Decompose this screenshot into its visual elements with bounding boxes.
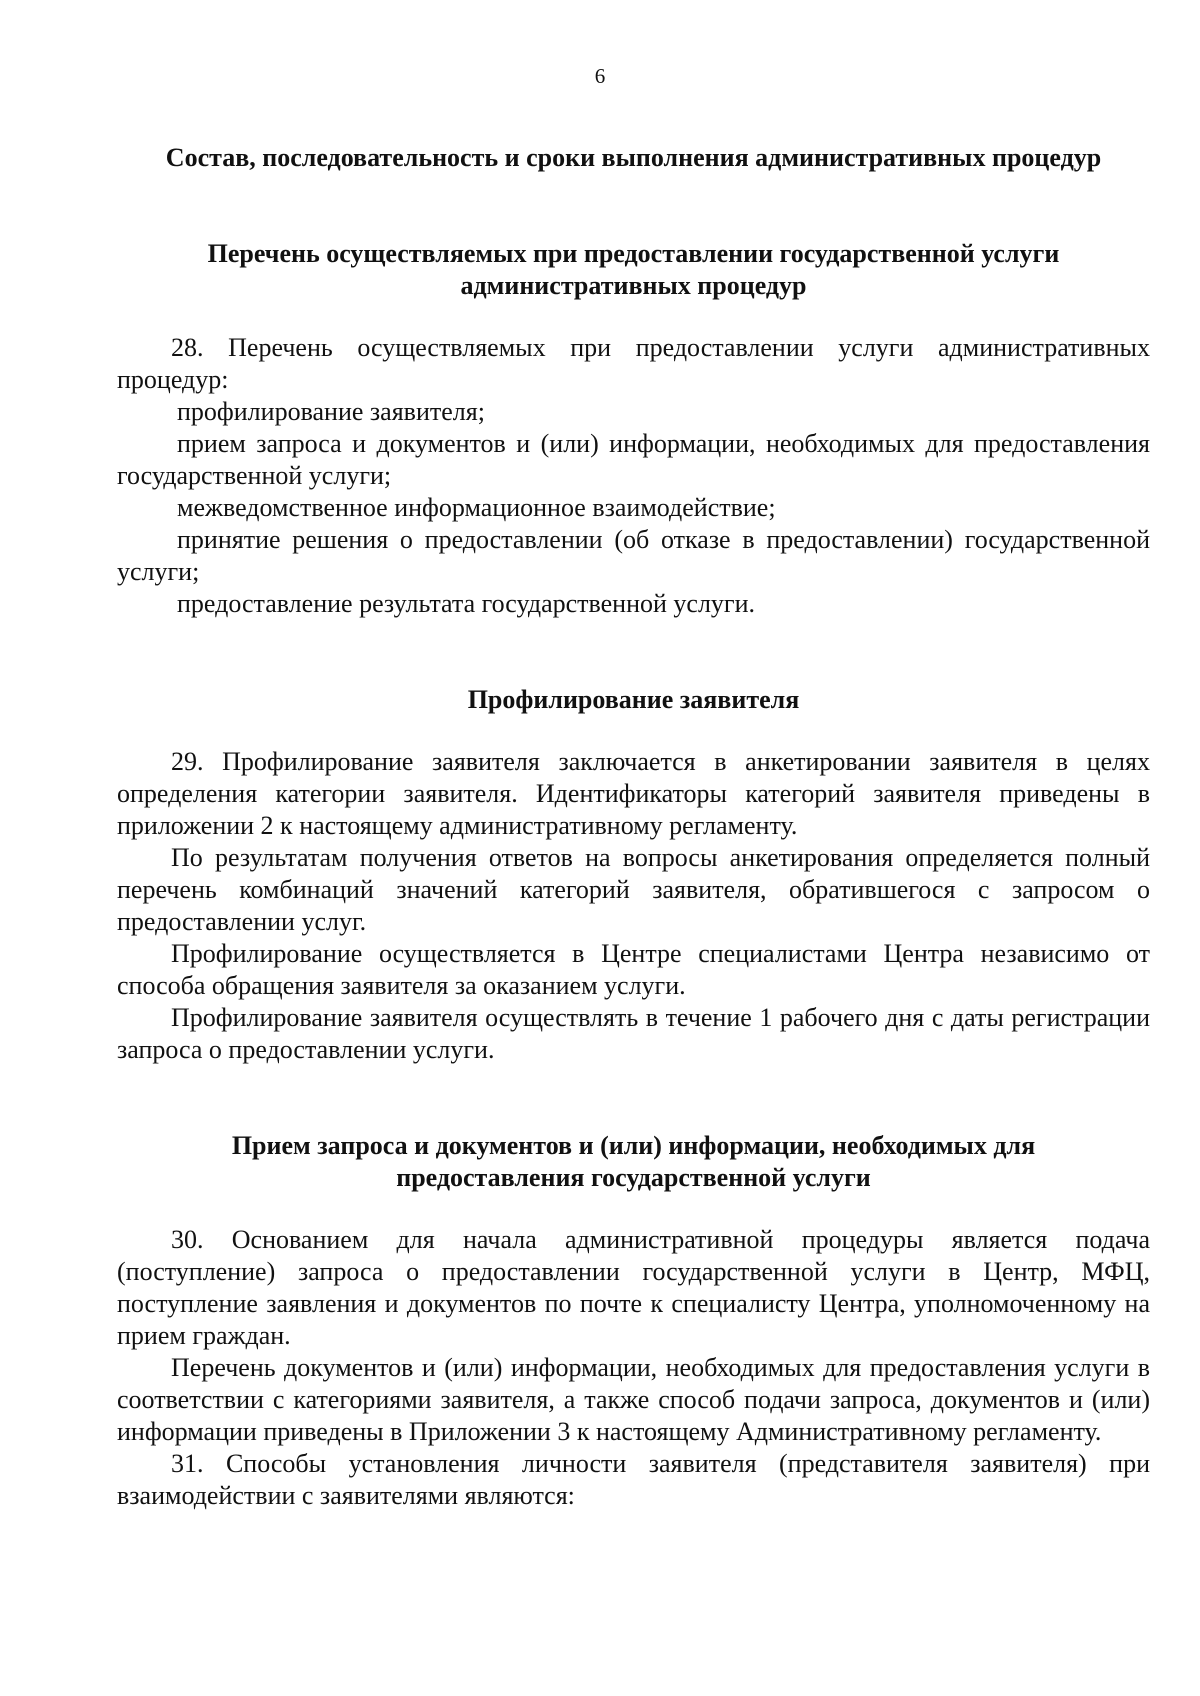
paragraph-31: 31. Способы установления личности заявителя (представителя заявителя) при взаимодействии с заявителями являются: — [117, 1449, 1150, 1510]
profiling-heading: Профилирование заявителя — [467, 685, 800, 714]
paragraph: Профилирование заявителя осуществлять в течение 1 рабочего дня с даты регистрации запроса о предоставлении услуги. — [117, 1003, 1150, 1064]
list-item: межведомственное информационное взаимодействие; — [177, 493, 776, 522]
paragraph-28-intro: 28. Перечень осуществляемых при предоставлении услуги административных процедур: — [117, 333, 1150, 394]
paragraph: Профилирование осуществляется в Центре специалистами Центра независимо от способа обращения заявителя за оказанием услуги. — [117, 939, 1150, 1000]
main-title: Состав, последовательность и сроки выполнения административных процедур — [165, 143, 1102, 172]
list-item: прием запроса и документов и (или) информации, необходимых для предоставления государственной услуги; — [117, 429, 1150, 490]
paragraph: Перечень документов и (или) информации, необходимых для предоставления услуги в соответствии с категориями заявителя, а также способ подачи запроса, документов и (или) информации приведены в Приложении 3 к настоящему Административному регламенту. — [117, 1353, 1150, 1446]
reception-heading: Прием запроса и документов и (или) информации, необходимых для предоставления государственной услуги — [231, 1131, 1036, 1192]
paragraph-29: 29. Профилирование заявителя заключается в анкетировании заявителя в целях определения категории заявителя. Идентификаторы категорий заявителя приведены в приложении 2 к настоящему административному регламенту. — [117, 747, 1150, 840]
page-number: 6 — [594, 64, 606, 88]
list-item: профилирование заявителя; — [177, 397, 485, 426]
paragraph-30: 30. Основанием для начала административной процедуры является подача (поступление) запроса о предоставлении государственной услуги в Центр, МФЦ, поступление заявления и документов по почте к специалисту Центра, уполномоченному на прием граждан. — [117, 1225, 1150, 1350]
list-item: принятие решения о предоставлении (об отказе в предоставлении) государственной услуги; — [117, 525, 1150, 586]
list-item: предоставление результата государственной услуги. — [177, 589, 756, 618]
paragraph: По результатам получения ответов на вопросы анкетирования определяется полный перечень комбинаций значений категорий заявителя, обратившегося с запросом о предоставлении услуг. — [117, 843, 1150, 936]
list-heading: Перечень осуществляемых при предоставлении государственной услуги административных процедур — [207, 239, 1060, 300]
document-body — [117, 142, 1150, 1512]
